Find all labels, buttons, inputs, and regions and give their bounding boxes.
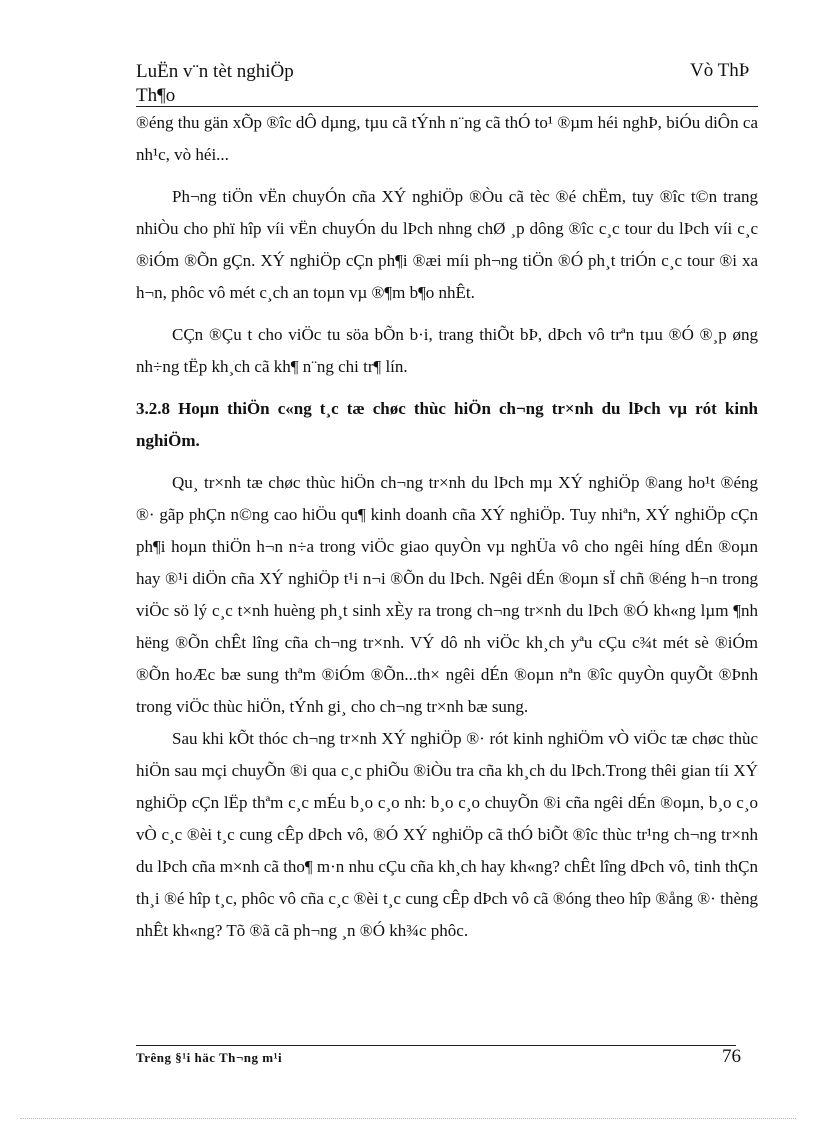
header-author: Vò ThÞ <box>690 60 750 81</box>
paragraph-3: CÇn ®Çu t cho viÖc tu söa bÕn b·i, trang thiÕt bÞ, dÞch vô trªn tµu ®Ó ®¸p øng nh÷ng tËp kh¸ch cã kh¶ n¨ng chi tr¶ lín. <box>136 325 758 376</box>
body-text <box>136 107 758 947</box>
paragraph-5: Sau khi kÕt thóc ch¬ng tr×nh XÝ nghiÖp ®· rót kinh nghiÖm vÒ viÖc tæ chøc thùc hiÖn sau mçi chuyÕn ®i qua c¸c phiÕu ®iÒu tra cña kh¸ch du lÞch.Trong thêi gian tíi XÝ nghiÖp cÇn lËp thªm c¸c mÉu b¸o c¸o nh: b¸o c¸o chuyÕn ®i cña ngêi dÉn ®oµn, b¸o c¸o vÒ c¸c ®èi t¸c cung cÊp dÞch vô, ®Ó XÝ nghiÖp cã thÓ biÕt ®îc thùc tr¹ng ch¬ng tr×nh du lÞch cña m×nh cã tho¶ m·n nhu cÇu cña kh¸ch hay kh«ng? chÊt lîng dÞch vô, tinh thÇn th¸i ®é hîp t¸c, phôc vô cña c¸c ®èi t¸c cung cÊp dÞch vô cã ®óng theo hîp ®ång ®· thèng nhÊt kh«ng? Tõ ®ã cã ph¬ng ¸n ®Ó kh¾c phôc. <box>136 729 758 940</box>
footer-rule <box>136 1045 736 1046</box>
page-boundary <box>20 1118 796 1119</box>
paragraph-4: Qu¸ tr×nh tæ chøc thùc hiÖn ch¬ng tr×nh du lÞch mµ XÝ nghiÖp ®ang ho¹t ®éng ®· gãp phÇn n©ng cao hiÖu qu¶ kinh doanh cña XÝ nghiÖp. Tuy nhiªn, XÝ nghiÖp cÇn ph¶i hoµn thiÖn h¬n n÷a trong viÖc giao quyÒn vµ nghÜa vô cho ngêi híng dÉn ®oµn hay ®¹i diÖn cña XÝ nghiÖp t¹i n¬i ®Õn du lÞch. Ngêi dÉn ®oµn sÏ chñ ®éng h¬n trong viÖc sö lý c¸c t×nh huèng ph¸t sinh xÈy ra trong ch¬ng tr×nh du lÞch ®Ó kh«ng lµm ¶nh hëng ®Õn chÊt lîng cña ch¬ng tr×nh. VÝ dô nh viÖc kh¸ch yªu cÇu c¾t mét sè ®iÓm ®Õn hoÆc bæ sung thªm ®iÓm ®Õn...th× ngêi dÉn ®oµn nªn ®îc quyÒn quyÕt ®Þnh trong viÖc thùc hiÖn, tÝnh gi¸ cho ch¬ng tr×nh bæ sung. <box>136 473 758 716</box>
page-number: 76 <box>722 1046 741 1067</box>
paragraph-2: Ph¬ng tiÖn vËn chuyÓn cña XÝ nghiÖp ®Òu cã tèc ®é chËm, tuy ®îc t©n trang nhiÒu cho phï hîp víi vËn chuyÓn du lÞch nhng chØ ¸p dông ®îc c¸c tour du lÞch víi c¸c ®iÓm ®Õn gÇn. XÝ nghiÖp cÇn ph¶i ®æi míi ph¬ng tiÖn ®Ó ph¸t triÓn c¸c tour ®i xa h¬n, phôc vô mét c¸ch an toµn vµ ®¶m b¶o nhÊt. <box>136 187 758 302</box>
paragraph-1: ®éng thu gän xÕp ®îc dÔ dµng, tµu cã tÝnh n¨ng cã thÓ to¹ ®µm héi nghÞ, biÓu diÔn ca nh¹c, vò héi... <box>136 113 758 164</box>
header-title-line2: Th¶o <box>136 85 176 106</box>
header-left <box>136 60 294 108</box>
footer-institution: Trêng §¹i häc Th¬ng m¹i <box>136 1050 283 1065</box>
section-heading: 3.2.8 Hoµn thiÖn c«ng t¸c tæ chøc thùc hiÖn ch¬ng tr×nh du lÞch vµ rót kinh nghiÖm. <box>136 399 758 450</box>
header-title-line1: LuËn v¨n tèt nghiÖp <box>136 61 294 82</box>
